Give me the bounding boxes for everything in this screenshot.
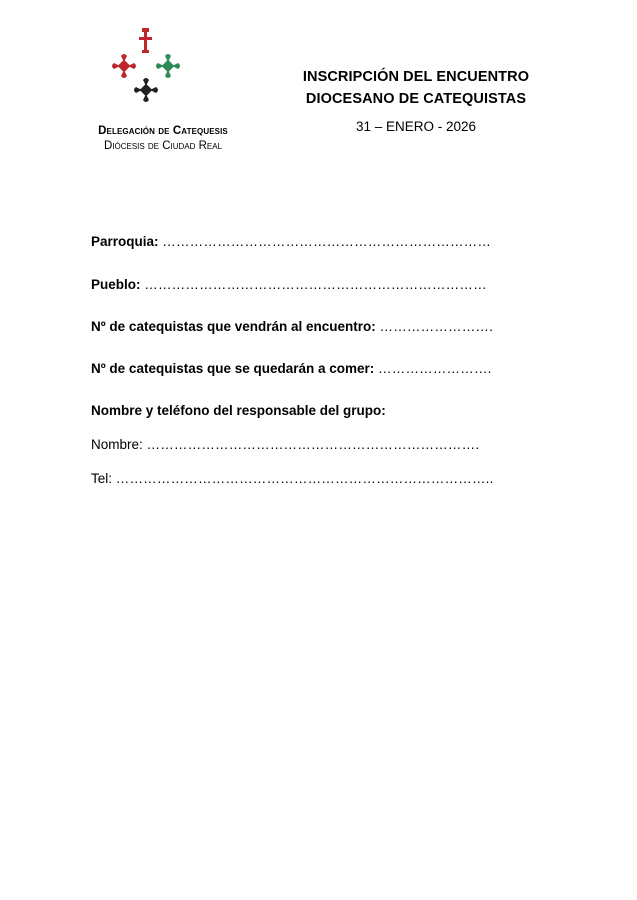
catequistas-vendran-field[interactable] xyxy=(91,318,493,336)
nombre-label: Nombre: xyxy=(91,437,143,452)
organization-block xyxy=(88,124,238,153)
catequistas-comer-field[interactable] xyxy=(91,360,492,378)
catequistas-vendran-label: Nº de catequistas que vendrán al encuentro: xyxy=(91,319,376,334)
pueblo-label: Pueblo: xyxy=(91,277,141,292)
calatrava-crosses-icon xyxy=(104,28,188,108)
parroquia-blank[interactable]: ……………………………………………………………… xyxy=(162,234,492,249)
red-cross-icon xyxy=(112,54,136,78)
top-cross-icon xyxy=(139,28,152,53)
green-cross-icon xyxy=(156,54,180,78)
diocese-logo xyxy=(104,28,188,108)
organization-diocese: Diócesis de Ciudad Real xyxy=(103,140,223,152)
tel-blank[interactable]: ……………………………………………………………………….. xyxy=(115,471,494,486)
parroquia-label: Parroquia: xyxy=(91,234,159,249)
nombre-blank[interactable]: ………………………………………………………………. xyxy=(146,437,480,452)
catequistas-comer-label: Nº de catequistas que se quedarán a comer: xyxy=(91,361,375,376)
black-cross-icon xyxy=(134,78,158,102)
pueblo-field[interactable] xyxy=(91,276,487,294)
nombre-field[interactable] xyxy=(91,436,479,454)
pueblo-blank[interactable]: ………………………………………………………………… xyxy=(144,277,487,292)
document-title-line2: DIOCESANO DE CATEQUISTAS xyxy=(305,91,527,107)
tel-label: Tel: xyxy=(91,471,113,486)
tel-field[interactable] xyxy=(91,470,494,488)
catequistas-vendran-blank[interactable]: ……………………. xyxy=(379,319,494,334)
catequistas-comer-blank[interactable]: ……………………. xyxy=(378,361,492,376)
parroquia-field[interactable] xyxy=(91,233,491,251)
document-header xyxy=(280,66,552,136)
event-date: 31 – ENERO - 2026 xyxy=(355,119,477,134)
organization-name: Delegación de Catequesis xyxy=(98,125,228,137)
responsable-heading: Nombre y teléfono del responsable del grupo: xyxy=(91,403,386,418)
document-title-line1: INSCRIPCIÓN DEL ENCUENTRO xyxy=(302,69,530,85)
